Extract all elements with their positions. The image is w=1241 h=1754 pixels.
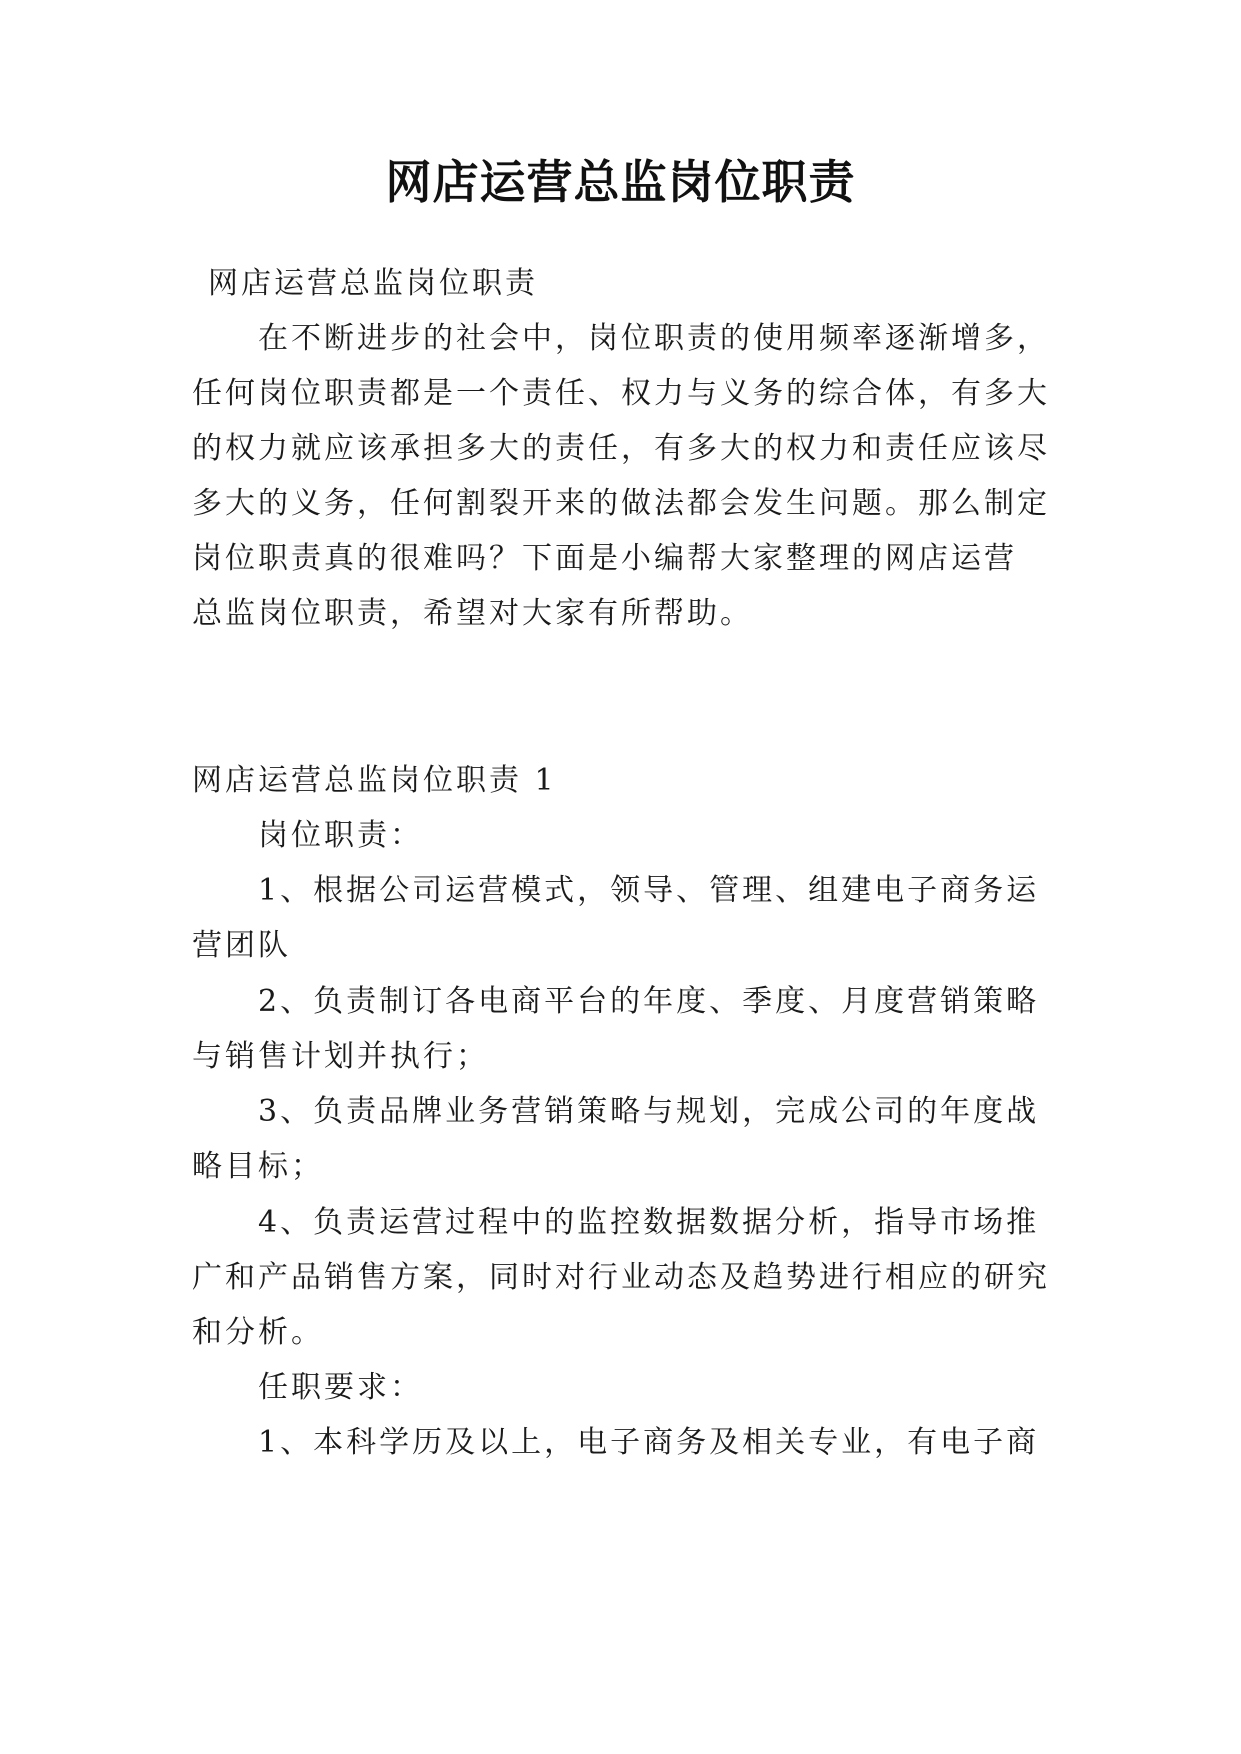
duty-line: 略目标； xyxy=(192,1149,324,1184)
requirements-label: 任职要求： xyxy=(258,1370,423,1405)
duty-line: 4、负责运营过程中的监控数据数据分析，指导市场推 xyxy=(258,1205,1040,1240)
intro-line: 总监岗位职责，希望对大家有所帮助。 xyxy=(192,596,753,631)
intro-line: 多大的义务，任何割裂开来的做法都会发生问题。那么制定 xyxy=(192,486,1050,521)
duty-line: 和分析。 xyxy=(192,1315,324,1350)
duty-line: 广和产品销售方案，同时对行业动态及趋势进行相应的研究 xyxy=(192,1260,1050,1295)
intro-line: 岗位职责真的很难吗？下面是小编帮大家整理的网店运营 xyxy=(192,541,1017,576)
duty-line: 营团队 xyxy=(192,928,291,963)
duty-line: 2、负责制订各电商平台的年度、季度、月度营销策略 xyxy=(258,984,1040,1019)
duty-line: 3、负责品牌业务营销策略与规划，完成公司的年度战 xyxy=(258,1094,1040,1129)
document-title: 网店运营总监岗位职责 xyxy=(385,155,856,209)
duties-label: 岗位职责： xyxy=(258,818,423,853)
requirement-line: 1、本科学历及以上，电子商务及相关专业，有电子商 xyxy=(258,1425,1040,1460)
intro-line: 在不断进步的社会中，岗位职责的使用频率逐渐增多， xyxy=(258,321,1050,356)
document-subtitle: 网店运营总监岗位职责 xyxy=(208,266,538,301)
duty-line: 与销售计划并执行； xyxy=(192,1039,489,1074)
intro-line: 的权力就应该承担多大的责任，有多大的权力和责任应该尽 xyxy=(192,431,1050,466)
duty-line: 1、根据公司运营模式，领导、管理、组建电子商务运 xyxy=(258,873,1040,908)
intro-line: 任何岗位职责都是一个责任、权力与义务的综合体，有多大 xyxy=(192,376,1050,411)
section-heading: 网店运营总监岗位职责 1 xyxy=(192,763,557,798)
